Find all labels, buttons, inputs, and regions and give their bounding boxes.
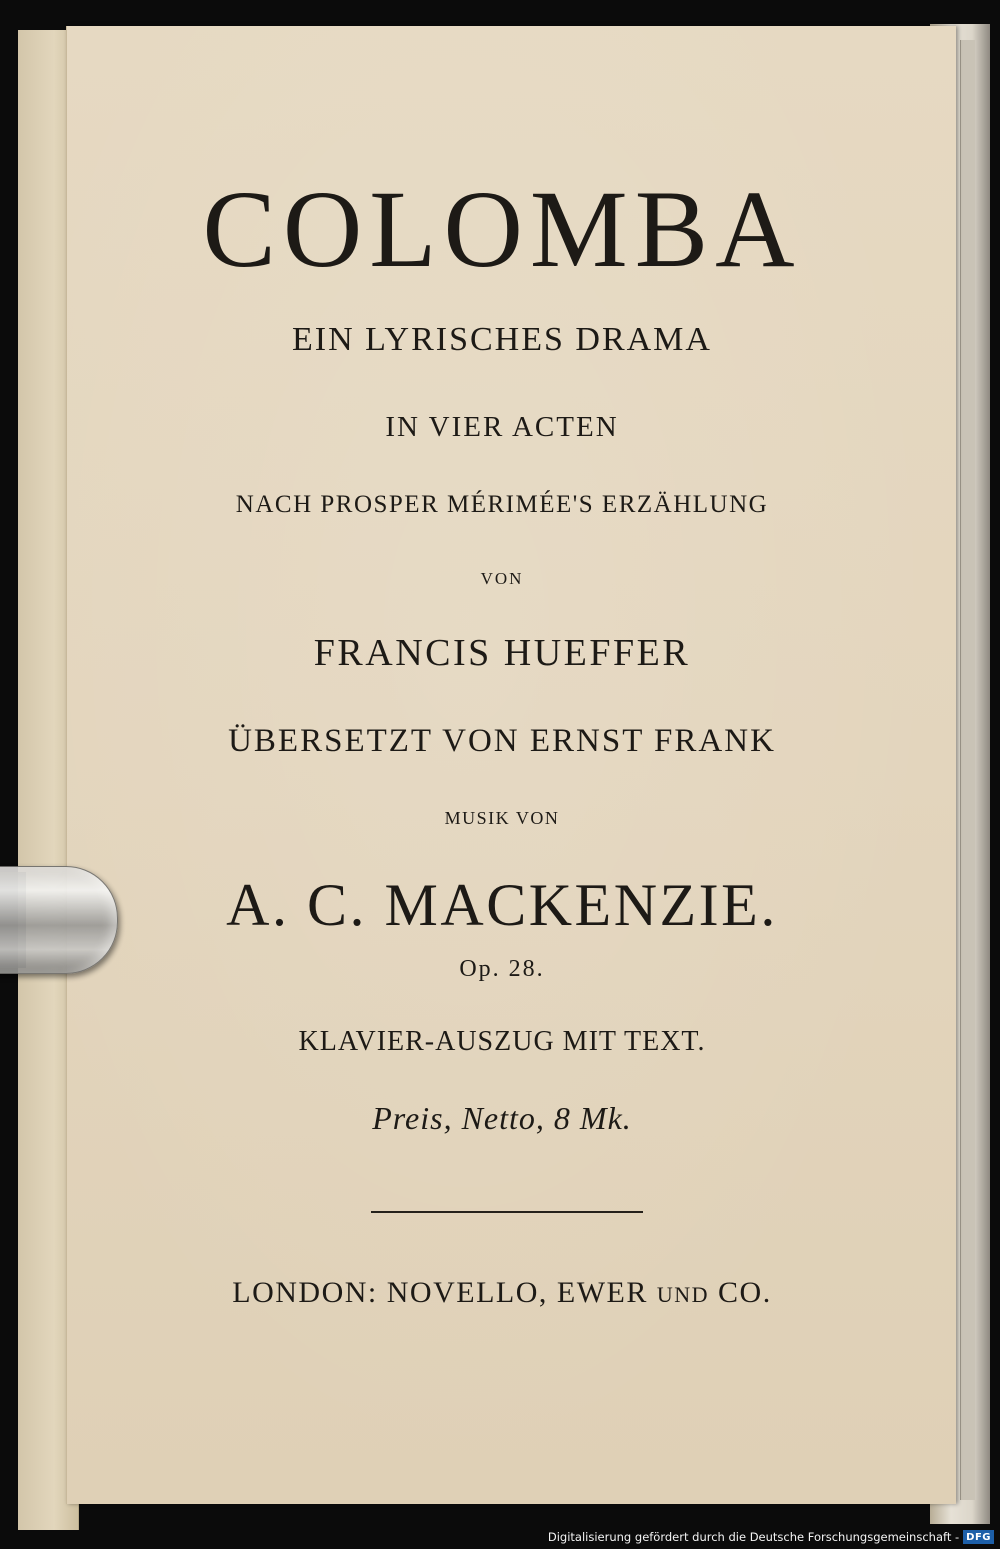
digitization-footer [548, 1528, 994, 1546]
publisher-prefix: LONDON: NOVELLO, EWER [232, 1276, 648, 1309]
divider-rule [371, 1211, 643, 1213]
acts-line: IN VIER ACTEN [385, 411, 619, 443]
work-subtitle: EIN LYRISCHES DRAMA [292, 321, 712, 358]
translator-line: ÜBERSETZT VON ERNST FRANK [228, 723, 776, 759]
librettist-name: FRANCIS HUEFFER [313, 632, 691, 674]
music-by-line: MUSIK VON [444, 808, 560, 828]
edition-line: KLAVIER-AUSZUG MIT TEXT. [298, 1026, 706, 1057]
page-edge-strip [960, 40, 975, 1500]
footer-credit: Digitalisierung gefördert durch die Deutsche Forschungsgemeinschaft - [547, 1530, 960, 1544]
dfg-logo: DFG [963, 1530, 994, 1544]
price-line: Preis, Netto, 8 Mk. [372, 1100, 632, 1136]
page-surface [66, 26, 956, 1504]
publisher-und: UND [656, 1282, 710, 1307]
composer-name: A. C. MACKENZIE. [226, 872, 778, 938]
title-page [66, 26, 956, 1504]
publisher-line [67, 1276, 937, 1310]
by-line: VON [480, 569, 524, 588]
source-line: NACH PROSPER MÉRIMÉE'S ERZÄHLUNG [235, 491, 769, 518]
work-title: COLOMBA [202, 168, 802, 290]
opus-number: Op. 28. [459, 956, 545, 982]
plastic-clip [0, 866, 118, 974]
publisher-suffix: CO. [718, 1276, 772, 1309]
